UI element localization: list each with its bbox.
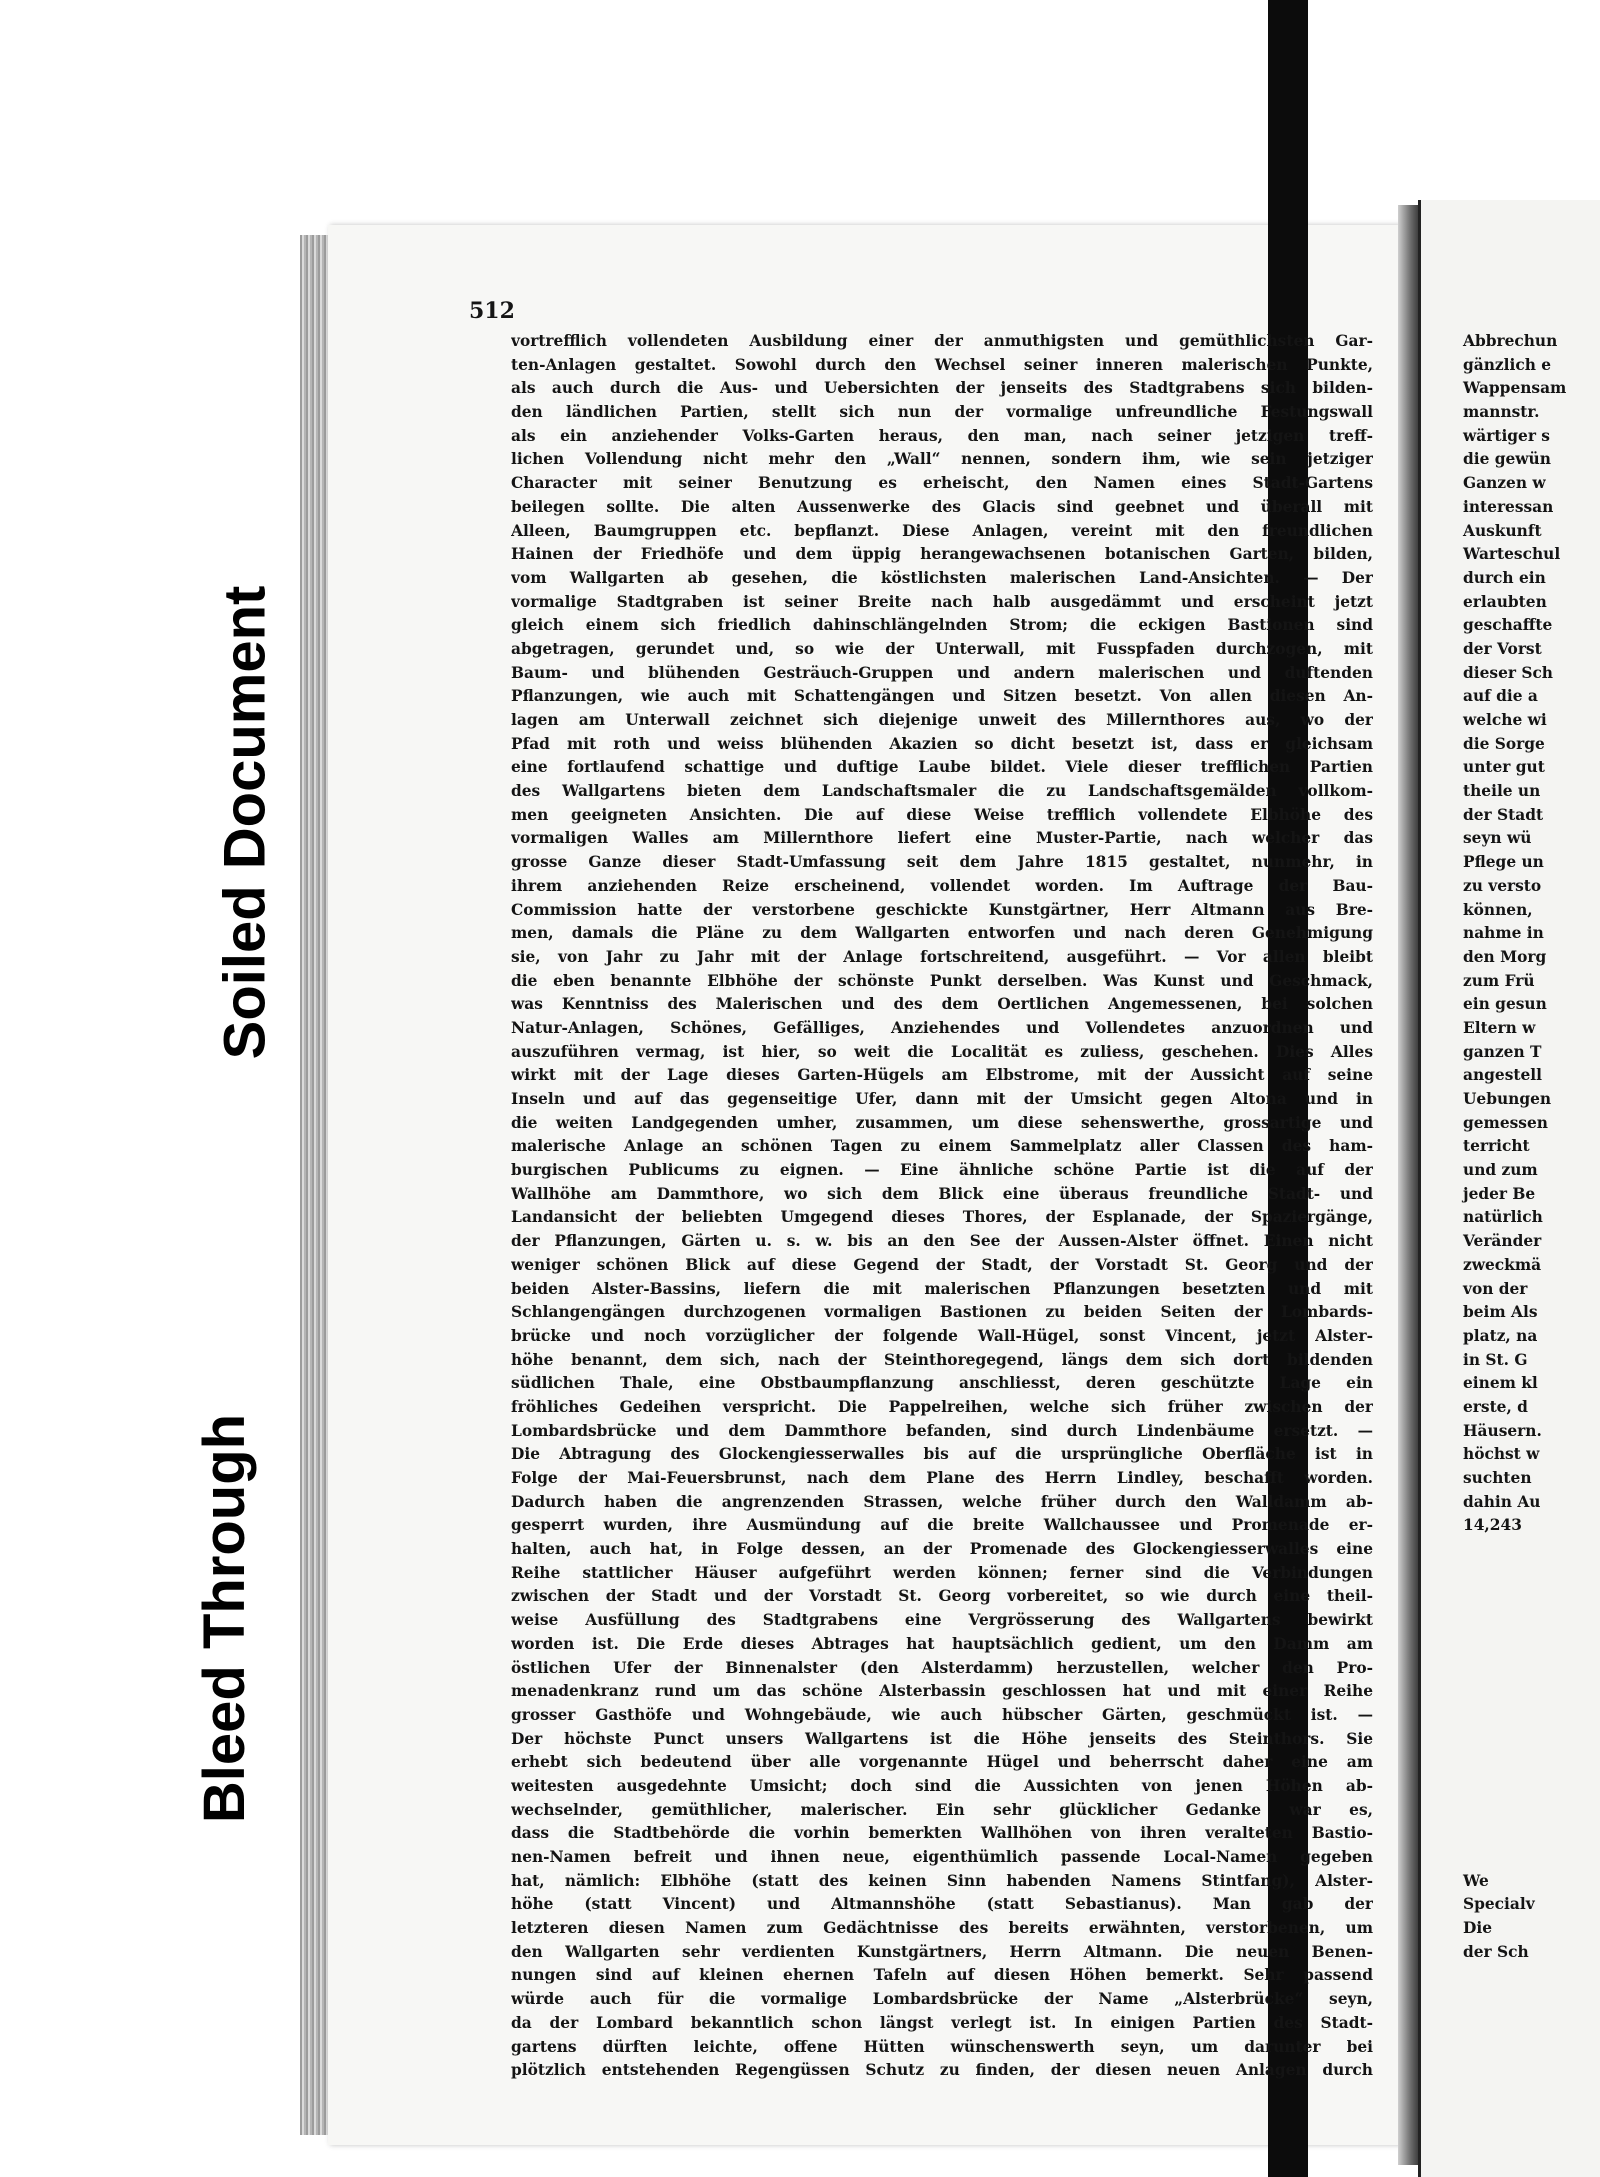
text-line: Wallhöhe am Dammthore, wo sich dem Blick eine überaus freundliche Stadt- und [511,1184,1373,1203]
book-edge [300,235,328,2135]
text-line: Der höchste Punct unsers Wallgartens ist die Höhe jenseits des Steinthors. Sie [511,1729,1373,1748]
text-line: burgischen Publicums zu eignen. — Eine ähnliche schöne Partie ist die auf der [511,1161,1373,1180]
text-line: lagen am Unterwall zeichnet sich diejenige unweit des Millernthores aus, wo der [511,711,1373,729]
facing-page-text-block [1463,330,1566,1964]
text-line: menadenkranz rund um das schöne Alsterbassin geschlossen hat und mit einer Reihe [511,1682,1373,1701]
facing-text-line: seyn wü [1463,829,1532,848]
facing-text-line: Auskunft [1463,521,1542,540]
facing-text-line: zweckmä [1463,1255,1542,1274]
text-line: Reihe stattlicher Häuser aufgeführt werden können; ferner sind die Verbindungen [511,1563,1373,1582]
facing-text-line: höchst w [1463,1445,1540,1464]
text-line: vom Wallgarten ab gesehen, die köstlichsten malerischen Land-Ansichten. — Der [511,568,1373,587]
text-line: vormalige Stadtgraben ist seiner Breite nach halb ausgedämmt und erscheint jetzt [511,592,1373,611]
facing-text-line [1463,1822,1566,1846]
page-number: 512 [469,298,515,324]
text-line: grosse Ganze dieser Stadt-Umfassung seit dem Jahre 1815 gestaltet, nunmehr, in [511,853,1373,872]
text-line: ihrem anziehenden Reize erscheinend, vollendet worden. Im Auftrage der Bau- [511,876,1373,895]
facing-text-line: interessan [1463,497,1554,516]
text-line: höhe (statt Vincent) und Altmannshöhe (statt Sebastianus). Man gab der [511,1895,1373,1914]
facing-text-line: jeder Be [1463,1184,1536,1203]
facing-text-line: suchten [1463,1469,1532,1487]
text-line: vormaligen Walles am Millernthore liefert eine Muster-Partie, nach welcher das [511,829,1373,848]
text-line: Schlangengängen durchzogenen vormaligen Bastionen zu beiden Seiten der Lombards- [511,1303,1373,1322]
text-line: höhe benannt, dem sich, nach der Steinthoregegend, längs dem sich dort bildenden [511,1350,1373,1369]
text-line: als auch durch die Aus- und Uebersichten der jenseits des Stadtgrabens sich bilden- [511,379,1373,398]
text-line: erhebt sich bedeutend über alle vorgenannte Hügel und beherrscht daher eine am [511,1753,1373,1772]
text-line: als ein anziehender Volks-Garten heraus, den man, nach seiner jetzigen treff- [511,426,1373,445]
text-line: auszuführen vermag, ist hier, so weit die Localität es zuliess, geschehen. Dies Alles [511,1042,1373,1061]
text-line: ten-Anlagen gestaltet. Sowohl durch den Wechsel seiner inneren malerischen Punkte, [511,355,1373,374]
facing-text-line: Specialv [1463,1895,1535,1914]
facing-text-line: terricht [1463,1137,1530,1156]
facing-text-line: und zum [1463,1161,1538,1180]
text-line: Die Abtragung des Glockengiesserwalles bis auf die ursprüngliche Oberfläche ist in [511,1445,1373,1464]
facing-text-line: dieser Sch [1463,663,1553,682]
facing-text-line: gemessen [1463,1113,1548,1132]
text-line: was Kenntniss des Malerischen und des dem Oertlichen Angemessenen, bei solchen [511,995,1373,1014]
text-line: vortrefflich vollendeten Ausbildung einer der anmuthigsten und gemüthlichsten Gar- [511,332,1373,350]
text-line: malerische Anlage an schönen Tagen zu einem Sammelplatz aller Classen des ham- [511,1137,1373,1156]
facing-text-line: von der [1463,1279,1528,1298]
text-line: plötzlich entstehenden Regengüssen Schutz zu finden, der diesen neuen Anlagen durch [511,2061,1373,2080]
facing-text-line: der Vorst [1463,639,1542,658]
text-line: gesperrt wurden, ihre Ausmündung auf die breite Wallchaussee und Promenade er- [511,1516,1373,1535]
facing-text-line: Abbrechun [1463,332,1558,350]
facing-text-line: der Stadt [1463,805,1544,824]
facing-text-line: auf die a [1463,687,1538,706]
text-line: men, damals die Pläne zu dem Wallgarten entworfen und nach deren Genehmigung [511,924,1373,943]
text-line: sie, von Jahr zu Jahr mit der Anlage fortschreitend, ausgeführt. — Vor allen bleibt [511,947,1373,966]
facing-text-line: durch ein [1463,568,1546,587]
text-line: Hainen der Friedhöfe und dem üppig herangewachsenen botanischen Garten, bilden, [511,545,1373,564]
facing-text-line [1463,1799,1566,1823]
text-line: würde auch für die vormalige Lombardsbrücke der Name „Alsterbrücke“ seyn, [511,1990,1373,2009]
text-line: Dadurch haben die angrenzenden Strassen, welche früher durch den Walldamm ab- [511,1492,1373,1511]
facing-text-line: ein gesun [1463,995,1547,1014]
text-line: Folge der Mai-Feuersbrunst, nach dem Plane des Herrn Lindley, beschafft worden. [511,1469,1373,1487]
bleed-through-label-text: Bleed Through [192,1413,258,1823]
facing-text-line [1463,1728,1566,1752]
soiled-document-label [190,512,300,1132]
facing-text-line [1463,1633,1566,1657]
facing-text-line: den Morg [1463,947,1547,966]
text-line: östlichen Ufer der Binnenalster (den Alsterdamm) herzustellen, welcher den Pro- [511,1658,1373,1677]
text-line: eine fortlaufend schattige und duftige Laube bildet. Viele dieser trefflichen Partien [511,758,1373,777]
facing-text-line: zu versto [1463,876,1542,895]
facing-text-line: platz, na [1463,1326,1538,1345]
facing-text-line [1463,1846,1566,1870]
text-line: Character mit seiner Benutzung es erheischt, den Namen eines Stadt-Gartens [511,474,1373,493]
soiled-document-label-text: Soiled Document [212,585,278,1059]
facing-text-line: Uebungen [1463,1090,1552,1108]
text-line: wechselnder, gemüthlicher, malerischer. Ein sehr glücklicher Gedanke war es, [511,1800,1373,1819]
text-line: Natur-Anlagen, Schönes, Gefälliges, Anziehendes und Vollendetes anzuordnen und [511,1018,1373,1037]
text-line: den Wallgarten sehr verdienten Kunstgärtners, Herrn Altmann. Die neuen Benen- [511,1942,1373,1961]
facing-text-line: die Sorge [1463,734,1545,753]
facing-text-line: die gewün [1463,450,1551,469]
facing-text-line: können, [1463,900,1533,919]
text-line: nen-Namen befreit und ihnen neue, eigenthümlich passende Local-Namen gegeben [511,1848,1373,1866]
text-line: südlichen Thale, eine Obstbaumpflanzung anschliesst, deren geschützte Lage ein [511,1374,1373,1393]
text-line: Pfad mit roth und weiss blühenden Akazien so dicht besetzt ist, dass er gleichsam [511,734,1373,753]
text-line: Commission hatte der verstorbene geschickte Kunstgärtner, Herr Altmann aus Bre- [511,900,1373,919]
main-text-block [511,330,1373,2083]
facing-text-line [1463,1562,1566,1586]
text-line: der Pflanzungen, Gärten u. s. w. bis an den See der Aussen-Alster öffnet. Einen nicht [511,1232,1373,1251]
text-line: abgetragen, gerundet und, so wie der Unterwall, mit Fusspfaden durchzogen, mit [511,639,1373,658]
facing-text-line: in St. G [1463,1350,1528,1369]
text-line: Alleen, Baumgruppen etc. bepflanzt. Diese Anlagen, vereint mit den freundlichen [511,521,1373,540]
facing-text-line: geschaffte [1463,616,1553,635]
text-line: den ländlichen Partien, stellt sich nun der vormalige unfreundliche Festungswall [511,403,1373,422]
text-line: dass die Stadtbehörde die vorhin bemerkten Wallhöhen von ihren veralteten Bastio- [511,1824,1373,1843]
facing-text-line: Pflege un [1463,853,1544,872]
text-line: letzteren diesen Namen zum Gedächtnisse des bereits erwähnten, verstorbenen, um [511,1919,1373,1938]
facing-text-line: Häusern. [1463,1421,1542,1440]
text-line: zwischen der Stadt und der Vorstadt St. Georg vorbereitet, so wie durch eine theil- [511,1587,1373,1606]
text-line: Pflanzungen, wie auch mit Schattengängen und Sitzen besetzt. Von allen diesen An- [511,687,1373,706]
facing-text-line [1463,1657,1566,1681]
facing-text-line: Ganzen w [1463,474,1546,493]
facing-text-line: wärtiger s [1463,426,1550,445]
text-line: des Wallgartens bieten dem Landschaftsmaler die zu Landschaftsgemälden vollkom- [511,782,1373,801]
facing-text-line: Eltern w [1463,1018,1536,1037]
facing-text-line [1463,1751,1566,1775]
text-line: wirkt mit der Lage dieses Garten-Hügels am Elbstrome, mit der Aussicht auf seine [511,1066,1373,1085]
facing-text-line: unter gut [1463,758,1545,777]
text-line: gartens dürften leichte, offene Hütten wünschenswerth seyn, um darunter bei [511,2037,1373,2056]
text-line: nungen sind auf kleinen ehernen Tafeln auf diesen Höhen bemerkt. Sehr passend [511,1966,1373,1985]
text-line: Baum- und blühenden Gesträuch-Gruppen und andern malerischen und duftenden [511,663,1373,682]
facing-text-line: zum Frü [1463,971,1535,990]
facing-text-line: Die [1463,1919,1492,1938]
facing-text-line: nahme in [1463,924,1544,943]
facing-text-line: theile un [1463,782,1541,801]
facing-text-line: gänzlich e [1463,355,1552,374]
facing-text-line: erste, d [1463,1397,1528,1416]
text-line: die weiten Landgegenden umher, zusammen, um diese sehenswerthe, grossartige und [511,1113,1373,1132]
text-line: beiden Alster-Bassins, liefern die mit malerischen Pflanzungen besetzten und mit [511,1279,1373,1298]
text-line: weniger schönen Blick auf diese Gegend der Stadt, der Vorstadt St. Georg und der [511,1255,1373,1274]
text-line: die eben benannte Elbhöhe der schönste Punkt derselben. Was Kunst und Geschmack, [511,971,1373,990]
text-line: Lombardsbrücke und dem Dammthore befanden, sind durch Lindenbäume ersetzt. — [511,1421,1373,1440]
facing-text-line [1463,1680,1566,1704]
text-line: weitesten ausgedehnte Umsicht; doch sind die Aussichten von jenen Höhen ab- [511,1776,1373,1795]
facing-text-line: 14,243 [1463,1516,1522,1535]
facing-text-line: welche wi [1463,711,1547,729]
facing-text-line: beim Als [1463,1303,1538,1322]
facing-text-line: We [1463,1871,1489,1890]
facing-text-line [1463,1704,1566,1728]
text-line: worden ist. Die Erde dieses Abtrages hat hauptsächlich gedient, um den Damm am [511,1634,1373,1653]
text-line: men geeigneten Ansichten. Die auf diese Weise trefflich vollendete Elbhöhe des [511,805,1373,824]
facing-text-line [1463,1775,1566,1799]
facing-text-line: Wappensam [1463,379,1567,398]
facing-text-line [1463,1585,1566,1609]
text-line: brücke und noch vorzüglicher der folgende Wall-Hügel, sonst Vincent, jetzt Alster- [511,1326,1373,1345]
text-line: fröhliches Gedeihen verspricht. Die Pappelreihen, welche sich früher zwischen der [511,1397,1373,1416]
facing-text-line [1463,1538,1566,1562]
facing-text-line: der Sch [1463,1942,1529,1961]
text-line: beilegen sollte. Die alten Aussenwerke des Glacis sind geebnet und überall mit [511,497,1373,516]
bleed-through-label [165,1328,285,1908]
text-line: Inseln und auf das gegenseitige Ufer, dann mit der Umsicht gegen Altona und in [511,1090,1373,1108]
facing-text-line: dahin Au [1463,1492,1541,1511]
facing-text-line: natürlich [1463,1208,1543,1227]
text-line: gleich einem sich friedlich dahinschlängelnden Strom; die eckigen Bastionen sind [511,616,1373,635]
facing-text-line: angestell [1463,1066,1542,1085]
text-line: lichen Vollendung nicht mehr den „Wall“ nennen, sondern ihm, wie sein jetziger [511,450,1373,469]
text-line: hat, nämlich: Elbhöhe (statt des keinen Sinn habenden Namens Stintfang), Alster- [511,1871,1373,1890]
text-line: da der Lombard bekanntlich schon längst verlegt ist. In einigen Partien des Stadt- [511,2013,1373,2032]
facing-text-line: erlaubten [1463,592,1547,611]
text-line: halten, auch hat, in Folge dessen, an der Promenade des Glockengiesserwalles eine [511,1540,1373,1559]
facing-text-line: Warteschul [1463,545,1561,564]
facing-text-line: ganzen T [1463,1042,1542,1061]
text-line: grosser Gasthöfe und Wohngebäude, wie auch hübscher Gärten, geschmückt ist. — [511,1705,1373,1724]
facing-text-line: Veränder [1463,1232,1542,1251]
text-line: Landansicht der beliebten Umgegend dieses Thores, der Esplanade, der Spaziergänge, [511,1208,1373,1227]
facing-text-line [1463,1609,1566,1633]
facing-text-line: einem kl [1463,1374,1538,1393]
facing-text-line: mannstr. [1463,403,1540,422]
text-line: weise Ausfüllung des Stadtgrabens eine Vergrösserung des Wallgartens bewirkt [511,1611,1373,1630]
